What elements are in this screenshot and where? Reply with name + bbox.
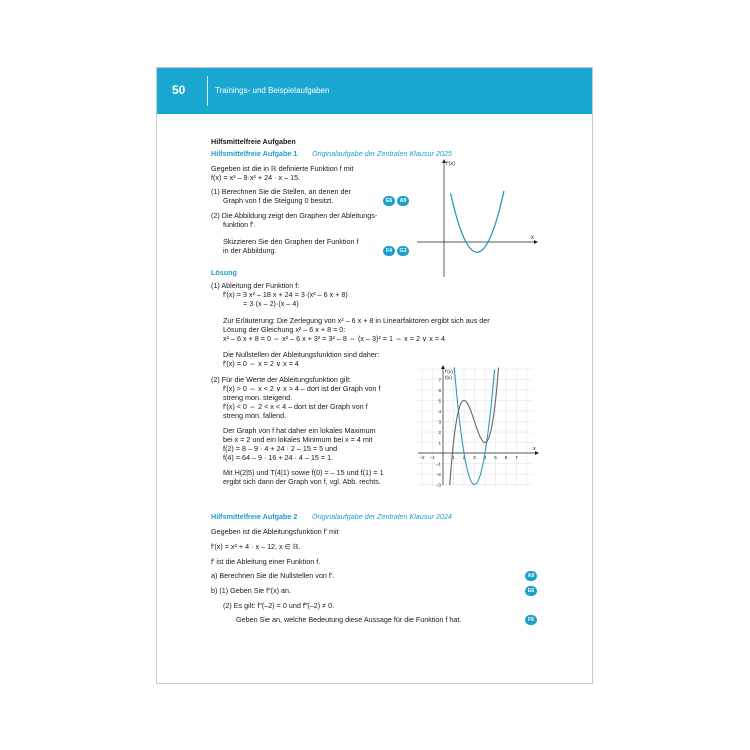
y-tick-label: 6: [438, 387, 441, 393]
competence-badge: F6: [525, 615, 537, 625]
competence-badge: E6: [525, 586, 537, 596]
y-axis-arrow: [441, 365, 445, 369]
y-tick-label: 5: [438, 398, 441, 404]
x-tick-label: –2: [419, 455, 425, 460]
solution-line: f(2) = 8 – 9 · 4 + 24 · 2 – 15 = 5 und: [223, 444, 338, 453]
page-header: [157, 68, 592, 114]
solution-line: streng mon. steigend.: [223, 393, 293, 402]
f-curve: [450, 368, 499, 486]
competence-badge: F4: [383, 246, 395, 256]
task1-part2-line1: (2) Die Abbildung zeigt den Graphen der Ableitungs-: [211, 211, 378, 220]
solution-line: f′(x) < 0 ⇔ 2 < x < 4 – dort ist der Graph von f: [223, 402, 368, 411]
task2-line: f′ ist die Ableitung einer Funktion f.: [211, 557, 321, 566]
solution-line: Die Nullstellen der Ableitungsfunktion sind daher:: [223, 350, 380, 359]
solution-line: f′(x) = 3 x² – 18 x + 24 = 3·(x² – 6 x + 8): [223, 290, 348, 299]
solution-line: Zur Erläuterung: Die Zerlegung von x² – 6 x + 8 in Linearfaktoren ergibt sich aus der: [223, 316, 490, 325]
task2-part-a: a) Berechnen Sie die Nullstellen von f′.: [211, 571, 335, 580]
x-tick-label: 7: [515, 455, 518, 460]
solution-line: bei x = 2 und ein lokales Minimum bei x = 4 mit: [223, 435, 373, 444]
task2-part-b2: (2) Es gilt: f″(–2) = 0 und f‴(–2) ≠ 0.: [223, 601, 335, 610]
x-tick-label: –1: [429, 455, 436, 460]
task1-part1-line2: Graph von f die Steigung 0 besitzt.: [223, 196, 334, 205]
solution-line: Mit H(2|5) und T(4|1) sowie f(0) = – 15 und f(1) = 1: [223, 468, 384, 477]
x-tick-label: 3: [473, 455, 476, 460]
solution-line: x² – 6 x + 8 = 0 ⇔ x² – 6 x + 3² = 3² – 8 ⇔ (x – 3)² = 1 ⇔ x = 2 ∨ x = 4: [223, 334, 445, 343]
solution-line: f(4) = 64 – 9 · 16 + 24 · 4 – 15 = 1.: [223, 453, 334, 462]
f-axis-label: f(x): [445, 376, 452, 381]
x-tick-label: 5: [494, 455, 497, 460]
solution-graph: [416, 365, 541, 488]
graph-grid: [418, 369, 534, 487]
task1-part1-line1: (1) Berechnen Sie die Stellen, an denen der: [211, 187, 351, 196]
book-page: [156, 67, 593, 684]
x-tick-label: 6: [504, 455, 508, 460]
solution-line: (2) Für die Werte der Ableitungsfunktion gilt:: [211, 375, 352, 384]
task1-title: Hilfsmittelfreie Aufgabe 1: [211, 149, 298, 158]
solution-line: f′(x) > 0 ⇔ x < 2 ∨ x > 4 – dort ist der Graph von f: [223, 384, 381, 393]
solution-line: = 3·(x – 2)·(x – 4): [243, 299, 299, 308]
task2-line: f′(x) = x² + 4 · x – 12, x ∈ ℝ.: [211, 542, 301, 551]
task1-intro-2: f(x) = x³ – 9·x² + 24 · x – 15.: [211, 173, 301, 182]
task2-title: Hilfsmittelfreie Aufgabe 2: [211, 512, 298, 521]
x-axis-arrow: [534, 240, 538, 244]
y-tick-label: –2: [435, 471, 441, 477]
y-tick-label: –3: [435, 482, 441, 488]
task1-part2-line3: Skizzieren Sie den Graphen der Funktion f: [223, 237, 359, 246]
header-title: Trainings- und Beispielaufgaben: [215, 86, 330, 95]
solution-line: Lösung der Gleichung x² – 6 x + 8 = 0:: [223, 325, 346, 334]
task1-part2-line2: funktion f′.: [223, 220, 256, 229]
x-axis-label: x: [533, 446, 536, 452]
competence-badge: G3: [397, 246, 409, 256]
fprime-curve: [451, 191, 504, 252]
competence-badge: A9: [397, 196, 409, 206]
y-tick-label: 7: [438, 377, 441, 383]
x-tick-label: 1: [452, 455, 455, 460]
task2-part-b3: Geben Sie an, welche Bedeutung diese Aussage für die Funktion f hat.: [236, 615, 462, 624]
solution-title: Lösung: [211, 268, 237, 277]
task1-fprime-graph: [414, 157, 540, 279]
task2-line: Gegeben ist die Ableitungsfunktion f′ mit: [211, 527, 339, 536]
fprime-axis-label: f′(x): [445, 370, 453, 375]
header-divider: [207, 76, 208, 106]
solution-line: Der Graph von f hat daher ein lokales Maximum: [223, 426, 376, 435]
competence-badge: A9: [525, 571, 537, 581]
x-tick-label: 4: [483, 455, 487, 460]
task1-source: Originalaufgabe der Zentralen Klausur 2025: [312, 149, 452, 158]
y-tick-label: 2: [438, 429, 441, 435]
y-tick-label: 4: [438, 408, 441, 414]
solution-line: streng mon. fallend.: [223, 411, 287, 420]
task1-intro-1: Gegeben ist die in ℝ definierte Funktion f mit: [211, 164, 354, 173]
y-tick-label: 3: [438, 419, 441, 425]
y-tick-label: 1: [438, 440, 441, 446]
competence-badge: E6: [383, 196, 395, 206]
x-tick-label: 2: [462, 455, 466, 460]
page-number: 50: [172, 83, 186, 97]
task2-source: Originalaufgabe der Zentralen Klausur 2024: [312, 512, 452, 521]
fprime-axis-label: f′(x): [446, 161, 455, 167]
solution-line: ergibt sich dann der Graph von f, vgl. Abb. rechts.: [223, 477, 381, 486]
x-axis-label: x: [531, 235, 534, 241]
y-tick-label: –1: [435, 461, 441, 467]
solution-line: f′(x) = 0 ⇔ x = 2 ∨ x = 4: [223, 359, 299, 368]
section-title: Hilfsmittelfreie Aufgaben: [211, 137, 296, 146]
task1-part2-line4: in der Abbildung.: [223, 246, 277, 255]
task2-part-b1: b) (1) Geben Sie f″(x) an.: [211, 586, 292, 595]
solution-line: (1) Ableitung der Funktion f:: [211, 281, 300, 290]
